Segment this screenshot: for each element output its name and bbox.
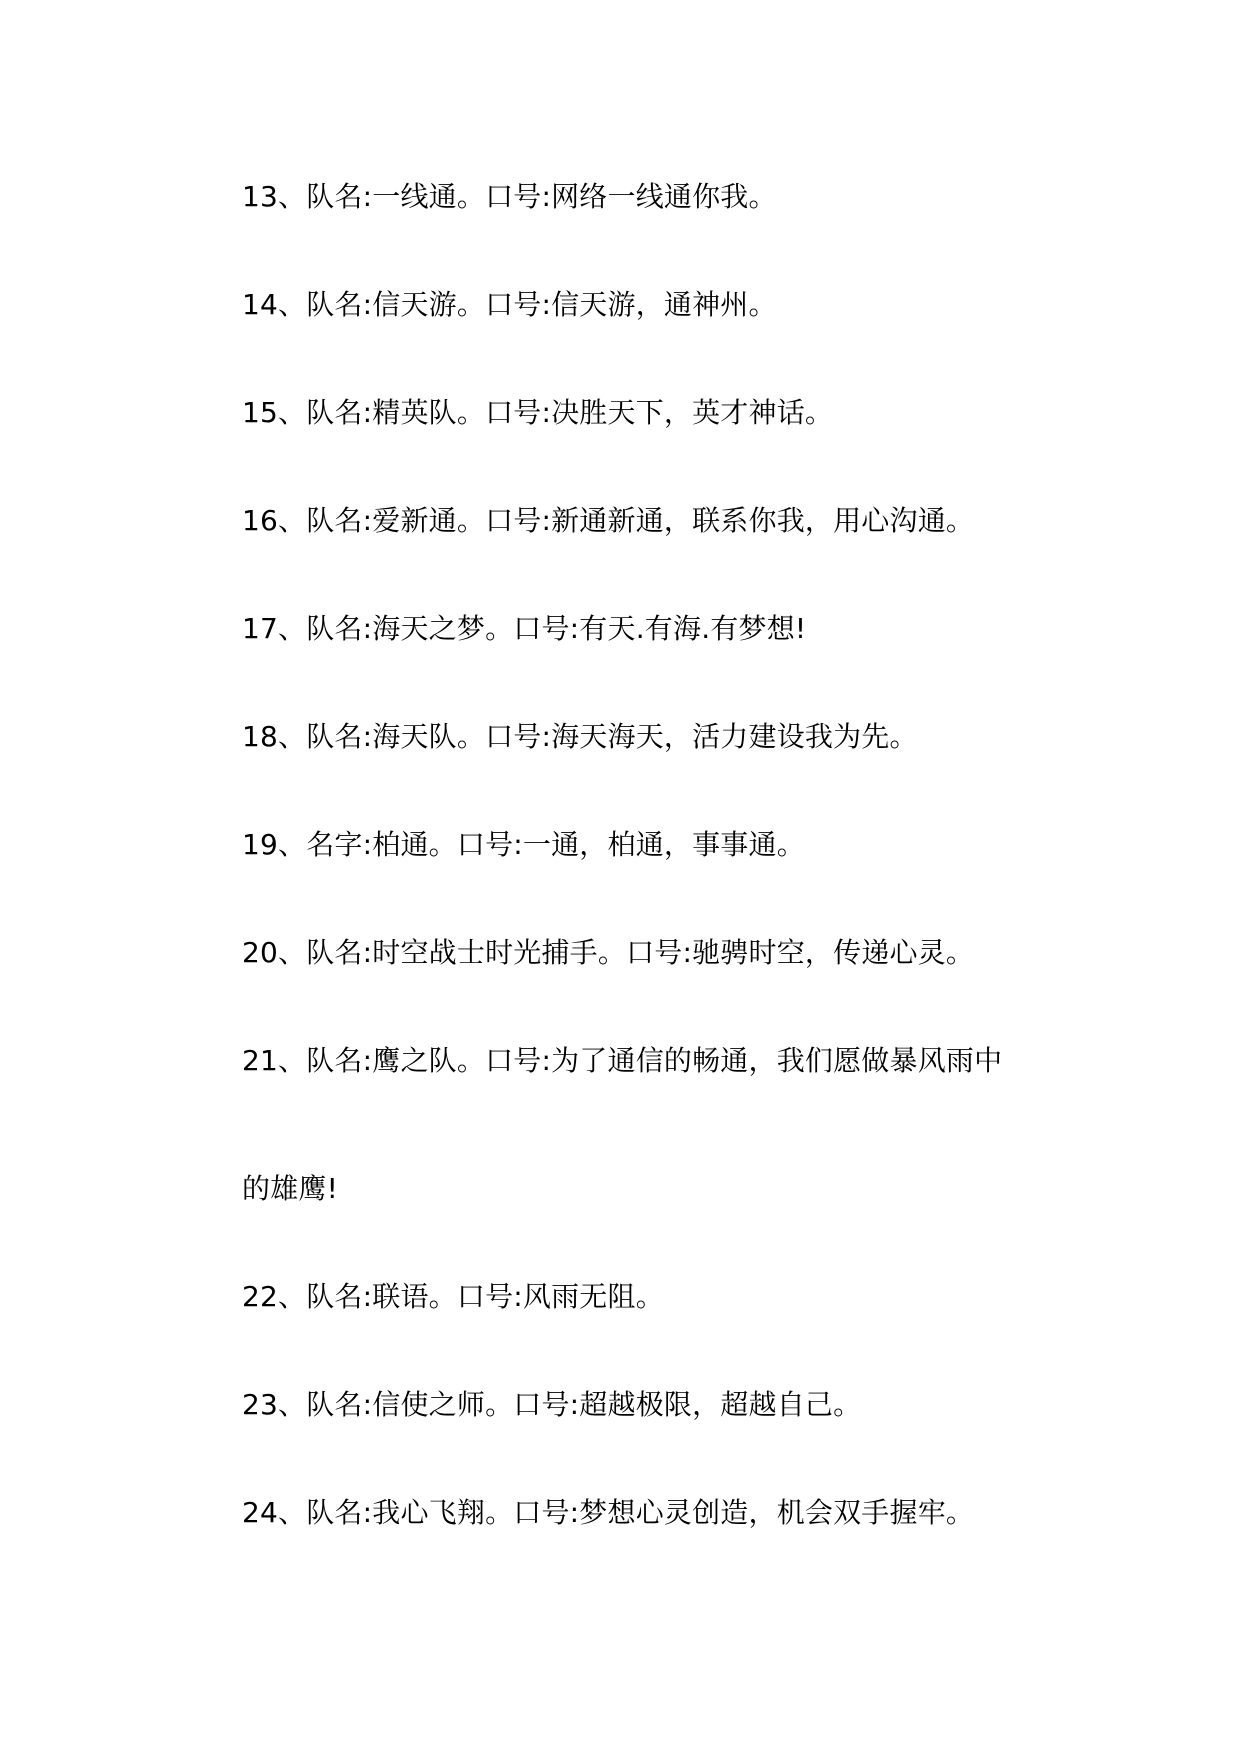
list-item: 17、队名:海天之梦。口号:有天.有海.有梦想!: [242, 612, 807, 645]
list-item: 13、队名:一线通。口号:网络一线通你我。: [242, 180, 777, 213]
list-item: 22、队名:联语。口号:风雨无阻。: [242, 1280, 664, 1313]
list-item: 18、队名:海天队。口号:海天海天，活力建设我为先。: [242, 720, 918, 753]
list-item: 24、队名:我心飞翔。口号:梦想心灵创造，机会双手握牢。: [242, 1496, 975, 1529]
list-item: 19、名字:柏通。口号:一通，柏通，事事通。: [242, 828, 805, 861]
list-item-continuation: 的雄鹰!: [242, 1172, 339, 1205]
list-item: 20、队名:时空战士时光捕手。口号:驰骋时空，传递心灵。: [242, 936, 975, 969]
list-item: 23、队名:信使之师。口号:超越极限，超越自己。: [242, 1388, 862, 1421]
list-item: 15、队名:精英队。口号:决胜天下，英才神话。: [242, 396, 834, 429]
list-item: 21、队名:鹰之队。口号:为了通信的畅通，我们愿做暴风雨中: [242, 1044, 1003, 1077]
list-item: 14、队名:信天游。口号:信天游，通神州。: [242, 288, 777, 321]
list-item: 16、队名:爱新通。口号:新通新通，联系你我，用心沟通。: [242, 504, 975, 537]
